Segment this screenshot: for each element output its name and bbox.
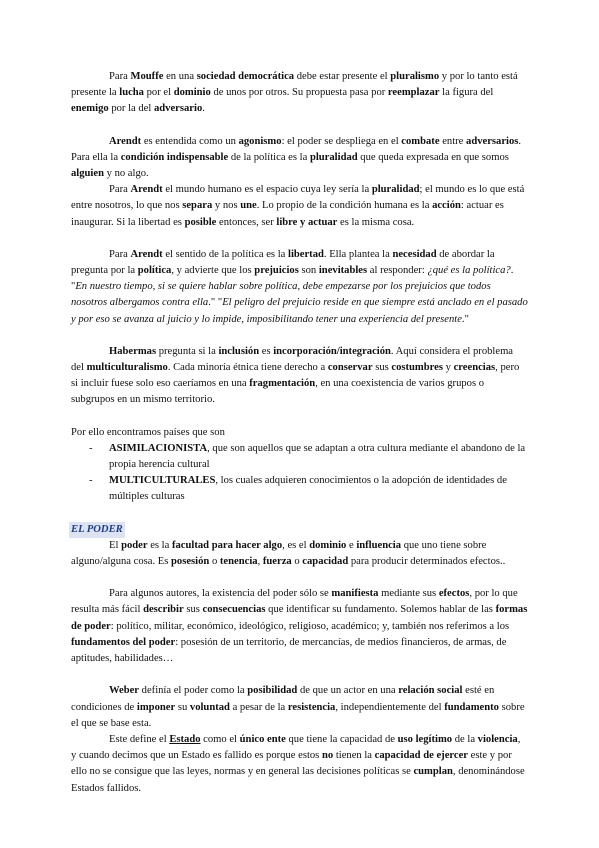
list-item: - MULTICULTURALES, los cuales adquieren conocimientos o la adopción de identidades de múltiples culturas (89, 475, 507, 503)
list-bullet: - (89, 475, 93, 487)
paragraph-arendt-mundo: Para Arendt el mundo humano es el espacio cuya ley sería la pluralidad; el mundo es lo que está entre nosotros, lo que nos separa y nos une. Lo propio de la condición humana es la acción: actuar es inaugurar. Si la libertad es posible entonces, ser libre y actuar es la misma cosa. (71, 184, 525, 228)
paragraph-arendt-agonismo: Arendt es entendida como un agonismo: el poder se despliega en el combate entre adversarios. Para ella la condición indispensable de la política es la pluralidad que queda expresada en que somos alguien y no algo. (71, 135, 522, 180)
paragraph-mouffe: Para Mouffe en una sociedad democrática debe estar presente el pluralismo y por lo tanto está presente la lucha por el dominio de unos por otros. Su propuesta pasa por reemplazar la figura del enemigo por la del adversario. (71, 71, 518, 115)
list-bullet: - (89, 442, 93, 454)
paragraph-poder-definicion: El poder es la facultad para hacer algo, es el dominio e influencia que uno tiene sobre alguno/alguna cosa. Es posesión o tenencia, fuerza o capacidad para producir determinados efectos.. (71, 539, 506, 568)
paragraph-list-intro: Por ello encontramos países que son (71, 426, 225, 438)
paragraph-arendt-libertad: Para Arendt el sentido de la política es la libertad. Ella plantea la necesidad de abordar la pregunta por la política, y advierte que los prejuicios son inevitables al responder: ¿qué es la política?. "En nuestro tiempo, si se quiere hablar sobre política, debe empezarse por los prejuicios que todos nosotros albergamos contra ella." "El peligro del prejuicio reside en que siempre está anclado en el pasado y por eso se avanza al juicio y lo impide, imposibilitando tener una experiencia del presente." (71, 248, 528, 325)
paragraph-habermas: Habermas pregunta si la inclusión es incorporación/integración. Aquí considera el problema del multiculturalismo. Cada minoría étnica tiene derecho a conservar sus costumbres y creencias, pero si incluir fuese solo eso caeríamos en una fragmentación, en una coexistencia de varios grupos o subgrupos en un mismo territorio. (71, 345, 520, 406)
paragraph-poder-autores: Para algunos autores, la existencia del poder sólo se manifiesta mediante sus efectos, por lo que resulta más fácil describir sus consecuencias que identificar su fundamento. Solemos hablar de las formas de poder: político, militar, económico, ideológico, religioso, académico; y, también nos referimos a los fundamentos del poder: posesión de un territorio, de mercancías, de medios financieros, de armas, de aptitudes, habilidades… (71, 588, 528, 665)
paragraph-estado: Este define el Estado como el único ente que tiene la capacidad de uso legítimo de la violencia, y cuando decimos que un Estado es fallido es porque estos no tienen la capacidad de ejercer este y por ello no se consigue que las leyes, normas y en general las decisiones políticas se cumplan, denominándose Estados fallidos. (71, 733, 525, 794)
paragraph-weber: Weber definía el poder como la posibilidad de que un actor en una relación social esté en condiciones de imponer su voluntad a pesar de la resistencia, independientemente del fundamento sobre el que se base esta. (71, 685, 525, 729)
country-types-list (71, 441, 528, 506)
section-heading-el-poder: EL PODER (71, 522, 528, 538)
list-item: - ASIMILACIONISTA, que son aquellos que se adaptan a otra cultura mediante el abandono de la propia herencia cultural (89, 442, 526, 471)
page-body (71, 69, 528, 797)
